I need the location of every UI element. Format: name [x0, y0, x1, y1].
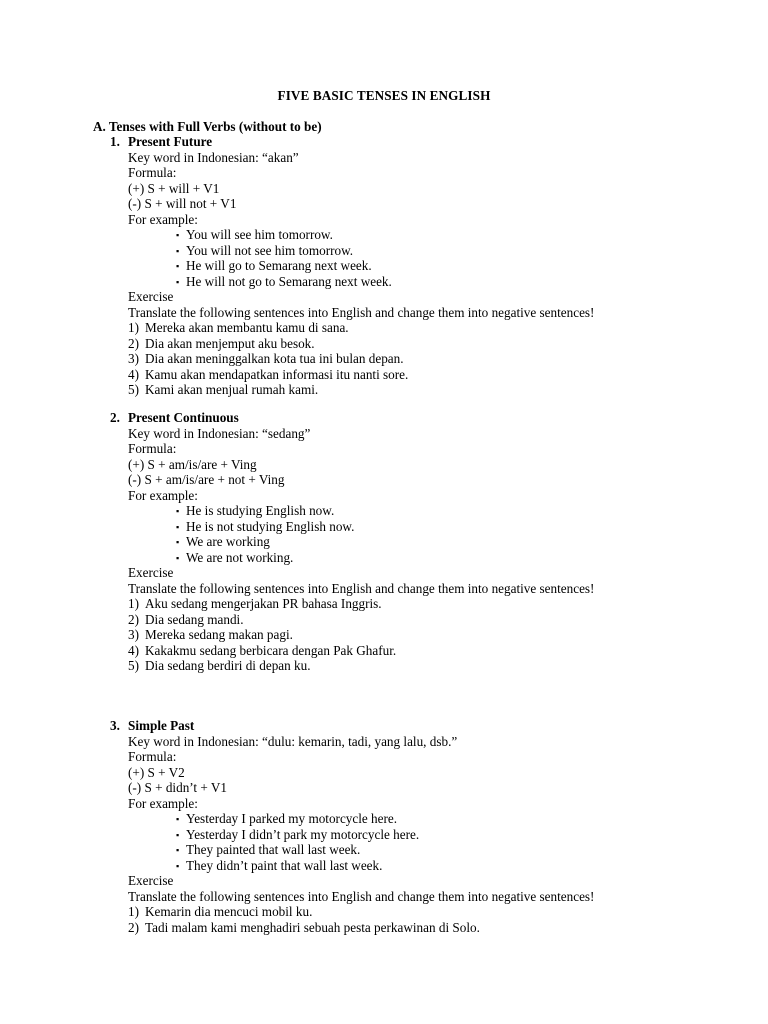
- example-label: For example:: [128, 487, 198, 503]
- bullet-icon: ▪: [176, 245, 180, 256]
- formula-negative: (-) S + didn’t + V1: [128, 780, 228, 795]
- exercise-item: 2) Tadi malam kami menghadiri sebuah pesta perkawinan di Solo.: [128, 919, 480, 935]
- exercise-instruction: Translate the following sentences into English and change them into negative sentences!: [128, 888, 595, 904]
- example-item: ▪ He is not studying English now.: [176, 518, 355, 534]
- exercise-label: Exercise: [128, 873, 174, 888]
- bullet-icon: ▪: [176, 261, 180, 271]
- exercise-item: 2) Dia akan menjemput aku besok.: [128, 335, 315, 351]
- example-item: ▪ We are not working.: [176, 549, 294, 565]
- bullet-icon: ▪: [176, 552, 180, 563]
- exercise-item: 4) Kamu akan mendapatkan informasi itu nanti sore.: [128, 366, 409, 382]
- example-label: For example:: [128, 795, 198, 811]
- example-item: ▪ You will not see him tomorrow.: [176, 242, 354, 258]
- exercise-item: 4) Kakakmu sedang berbicara dengan Pak Ghafur.: [128, 642, 397, 658]
- exercise-item: 5) Dia sedang berdiri di depan ku.: [128, 658, 311, 673]
- example-item: ▪ He will go to Semarang next week.: [176, 258, 372, 273]
- keyword-line: Key word in Indonesian: “akan”: [128, 149, 299, 165]
- keyword-line: Key word in Indonesian: “dulu: kemarin, tadi, yang lalu, dsb.”: [128, 733, 458, 749]
- example-item: ▪ Yesterday I didn’t park my motorcycle here.: [176, 826, 420, 842]
- formula-label: Formula:: [128, 165, 177, 180]
- example-item: ▪ They painted that wall last week.: [176, 842, 361, 857]
- exercise-item: 1) Mereka akan membantu kamu di sana.: [128, 320, 349, 335]
- bullet-icon: ▪: [176, 521, 180, 532]
- formula-positive: (+) S + am/is/are + Ving: [128, 456, 257, 472]
- example-item: ▪ We are working: [176, 534, 270, 549]
- exercise-item: 3) Dia akan meninggalkan kota tua ini bulan depan.: [128, 351, 404, 366]
- bullet-icon: ▪: [176, 230, 180, 240]
- formula-negative: (-) S + am/is/are + not + Ving: [128, 472, 285, 487]
- exercise-item: 5) Kami akan menjual rumah kami.: [128, 382, 319, 397]
- tense-heading: 3. Simple Past: [110, 718, 195, 733]
- example-item: ▪ He will not go to Semarang next week.: [176, 273, 392, 289]
- example-item: ▪ He is studying English now.: [176, 503, 335, 518]
- exercise-instruction: Translate the following sentences into English and change them into negative sentences!: [128, 304, 595, 320]
- example-item: ▪ Yesterday I parked my motorcycle here.: [176, 811, 398, 826]
- keyword-line: Key word in Indonesian: “sedang”: [128, 425, 311, 441]
- tense-heading: 1. Present Future: [110, 134, 213, 149]
- page-title: FIVE BASIC TENSES IN ENGLISH: [277, 88, 491, 103]
- formula-negative: (-) S + will not + V1: [128, 196, 237, 211]
- example-item: ▪ You will see him tomorrow.: [176, 227, 333, 242]
- bullet-icon: ▪: [176, 845, 180, 855]
- bullet-icon: ▪: [176, 829, 180, 840]
- bullet-icon: ▪: [176, 814, 180, 824]
- exercise-label: Exercise: [128, 565, 174, 580]
- bullet-icon: ▪: [176, 537, 180, 547]
- tense-heading: 2. Present Continuous: [110, 410, 239, 425]
- formula-positive: (+) S + will + V1: [128, 180, 220, 196]
- formula-positive: (+) S + V2: [128, 764, 185, 780]
- formula-label: Formula:: [128, 441, 177, 456]
- exercise-item: 1) Aku sedang mengerjakan PR bahasa Inggris.: [128, 596, 382, 611]
- bullet-icon: ▪: [176, 506, 180, 516]
- example-label: For example:: [128, 211, 198, 227]
- bullet-icon: ▪: [176, 860, 180, 871]
- exercise-item: 2) Dia sedang mandi.: [128, 611, 244, 627]
- exercise-label: Exercise: [128, 289, 174, 304]
- section-heading: A. Tenses with Full Verbs (without to be): [93, 119, 322, 134]
- exercise-item: 3) Mereka sedang makan pagi.: [128, 627, 293, 642]
- exercise-item: 1) Kemarin dia mencuci mobil ku.: [128, 904, 313, 919]
- bullet-icon: ▪: [176, 276, 180, 287]
- exercise-instruction: Translate the following sentences into English and change them into negative sentences!: [128, 580, 595, 596]
- example-item: ▪ They didn’t paint that wall last week.: [176, 857, 383, 873]
- formula-label: Formula:: [128, 749, 177, 764]
